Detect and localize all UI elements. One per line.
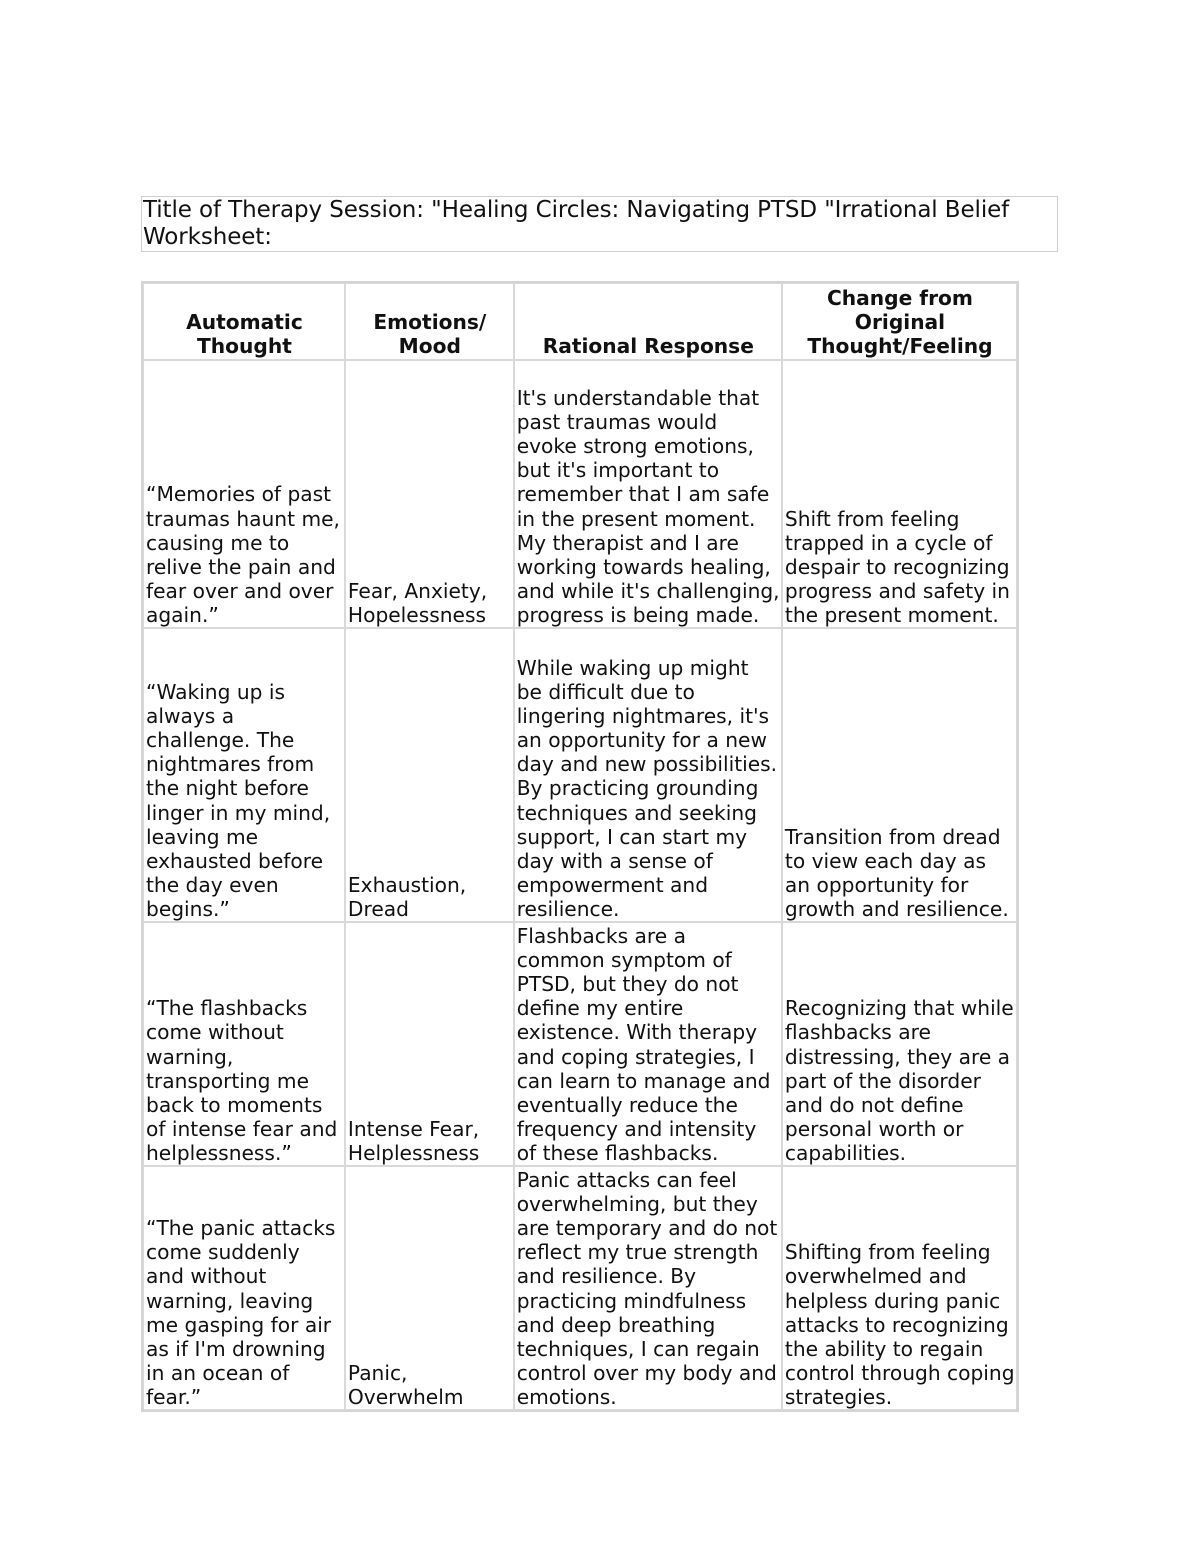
rational-response-cell: It's understandable that past traumas would evoke strong emotions, but it's important to remember that I am safe in the present moment. My therapist and I are working towards healing, and while it's challenging, progress is being made. [514,360,782,628]
change-cell: Transition from dread to view each day as an opportunity for growth and resilience. [782,628,1017,922]
rational-response-cell: Panic attacks can feel overwhelming, but they are temporary and do not reflect my true strength and resilience. By practicing mindfulness and deep breathing techniques, I can regain control over my body and emotions. [514,1166,782,1410]
change-cell: Recognizing that while flashbacks are distressing, they are a part of the disorder and do not define personal worth or capabilities. [782,922,1017,1166]
table-row [143,1166,1017,1410]
emotions-cell: Panic, Overwhelm [345,1166,514,1410]
rational-response-cell: While waking up might be difficult due to lingering nightmares, it's an opportunity for a new day and new possibilities. By practicing grounding techniques and seeking support, I can start my day with a sense of empowerment and resilience. [514,628,782,922]
table-row [143,360,1017,628]
change-cell: Shifting from feeling overwhelmed and helpless during panic attacks to recognizing the ability to regain control through coping strategies. [782,1166,1017,1410]
header-emotions-mood: Emotions/ Mood [345,283,514,360]
rational-response-cell: Flashbacks are a common symptom of PTSD, but they do not define my entire existence. With therapy and coping strategies, I can learn to manage and eventually reduce the frequency and intensity of these flashbacks. [514,922,782,1166]
emotions-cell: Intense Fear, Helplessness [345,922,514,1166]
table-row [143,922,1017,1166]
document-title: Title of Therapy Session: "Healing Circles: Navigating PTSD "Irrational Belief Worksheet: [143,197,1010,250]
header-change: Change from Original Thought/Feeling [782,283,1017,360]
automatic-thought-cell: “The panic attacks come suddenly and without warning, leaving me gasping for air as if I'm drowning in an ocean of fear.” [143,1166,345,1410]
automatic-thought-cell: “The flashbacks come without warning, transporting me back to moments of intense fear and helplessness.” [143,922,345,1166]
emotions-cell: Fear, Anxiety, Hopelessness [345,360,514,628]
irrational-belief-worksheet-table [141,281,1019,1412]
automatic-thought-cell: “Waking up is always a challenge. The nightmares from the night before linger in my mind, leaving me exhausted before the day even begins.” [143,628,345,922]
title-box [141,196,1058,252]
automatic-thought-cell: “Memories of past traumas haunt me, causing me to relive the pain and fear over and over again.” [143,360,345,628]
emotions-cell: Exhaustion, Dread [345,628,514,922]
table-header-row [143,283,1017,360]
header-automatic-thought: Automatic Thought [143,283,345,360]
header-rational-response: Rational Response [514,283,782,360]
change-cell: Shift from feeling trapped in a cycle of despair to recognizing progress and safety in the present moment. [782,360,1017,628]
table-row [143,628,1017,922]
